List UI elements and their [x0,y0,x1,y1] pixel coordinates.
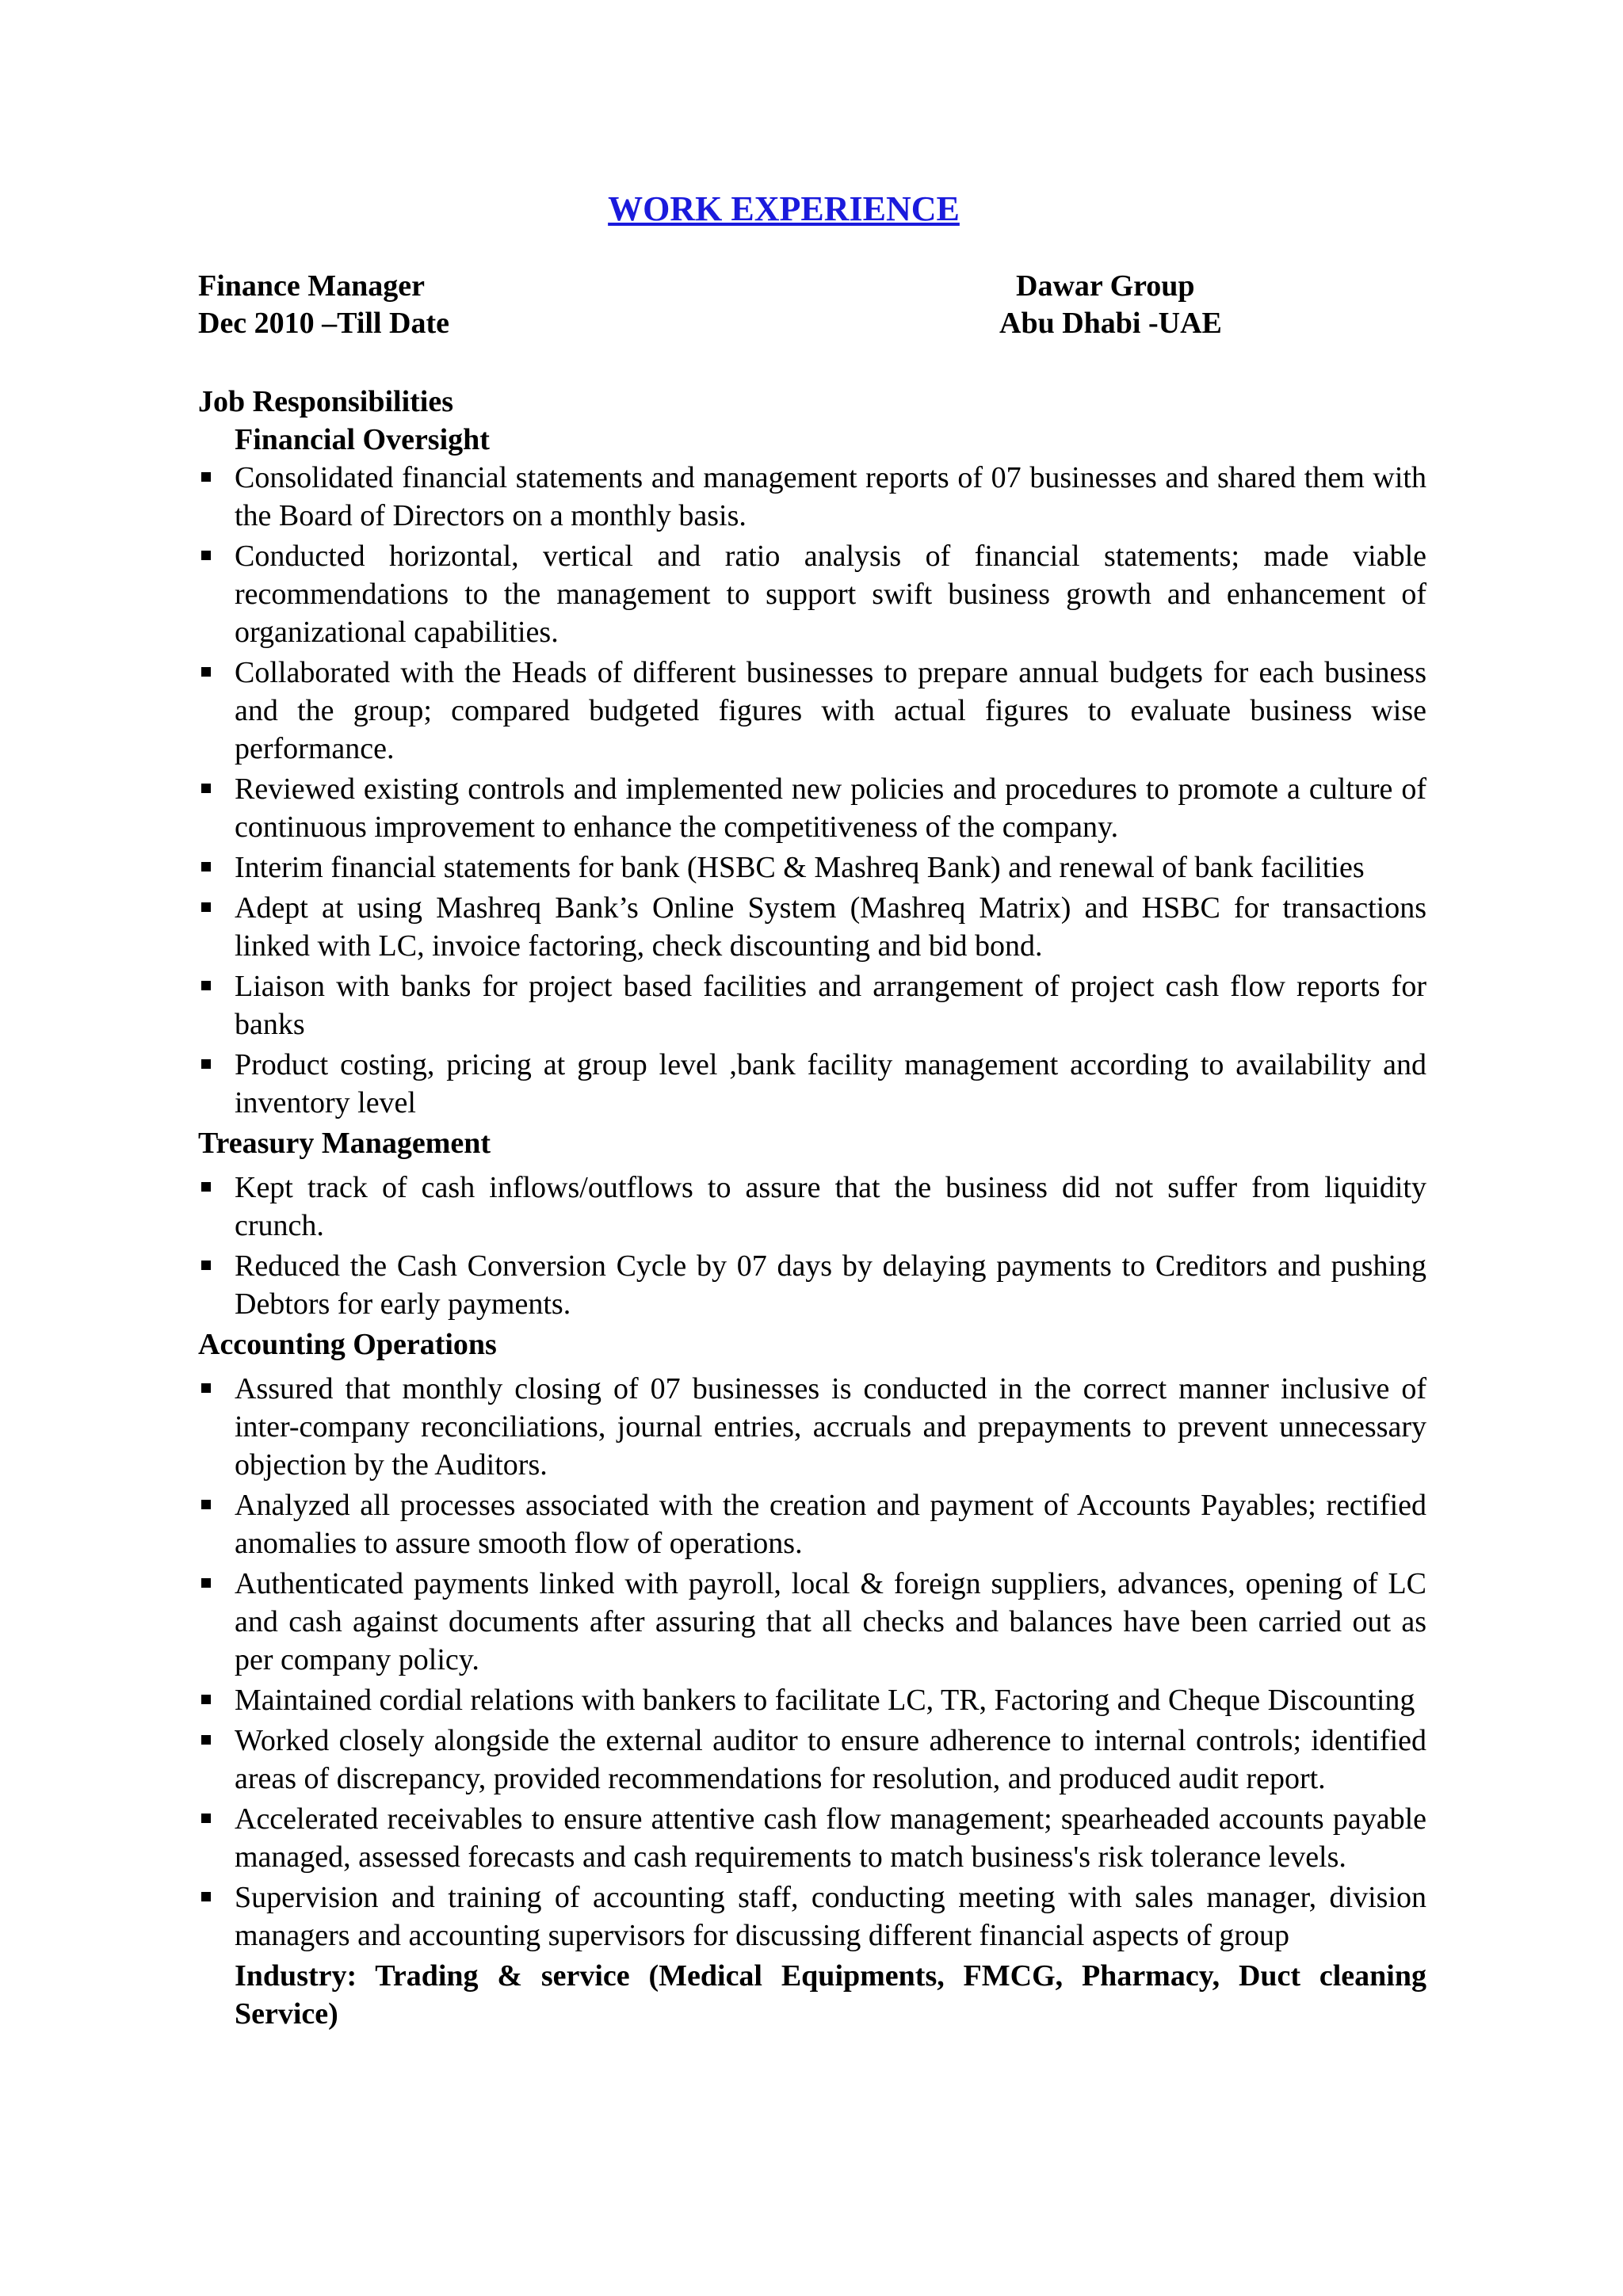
job-dates: Dec 2010 –Till Date [198,307,449,340]
bullet-icon [201,784,211,793]
bullet-icon [201,472,211,482]
list-item: Accelerated receivables to ensure attentive cash flow management; spearheaded accounts payable managed, assessed forecasts and cash requirements to match business's risk tolerance levels. [198,1800,1426,1876]
bullet-icon [201,1578,211,1588]
list-item: Assured that monthly closing of 07 businesses is conducted in the correct manner inclusive of inter-company reconciliations, journal entries, accruals and prepayments to prevent unnecessary objection by the Auditors. [198,1370,1426,1484]
bullet-icon [201,1814,211,1823]
list-item: Product costing, pricing at group level ,bank facility management according to availability and inventory level [198,1046,1426,1122]
financial-oversight-list [198,459,1426,1122]
industry-line: Industry: Trading & service (Medical Equipments, FMCG, Pharmacy, Duct cleaning Service) [235,1959,1426,2031]
list-item: Reduced the Cash Conversion Cycle by 07 days by delaying payments to Creditors and pushing Debtors for early payments. [198,1247,1426,1323]
job-position: Finance Manager [198,269,426,303]
list-item: Interim financial statements for bank (HSBC & Mashreq Bank) and renewal of bank facilities [198,849,1426,887]
list-item: Kept track of cash inflows/outflows to assure that the business did not suffer from liquidity crunch. [198,1169,1426,1245]
bullet-icon [201,1695,211,1704]
list-item: Collaborated with the Heads of different businesses to prepare annual budgets for each business and the group; compared budgeted figures with actual figures to evaluate business wise performance. [198,654,1426,768]
company-name: Dawar Group [1016,269,1195,303]
responsibilities-block [198,383,1426,2033]
section-heading-accounting-operations: Accounting Operations [198,1328,497,1361]
list-item: Maintained cordial relations with bankers to facilitate LC, TR, Factoring and Cheque Discounting [198,1681,1426,1719]
bullet-icon [201,1892,211,1901]
bullet-icon [201,667,211,677]
bullet-icon [201,1735,211,1745]
list-item: Analyzed all processes associated with the creation and payment of Accounts Payables; rectified anomalies to assure smooth flow of operations. [198,1486,1426,1562]
list-item: Authenticated payments linked with payroll, local & foreign suppliers, advances, opening of LC and cash against documents after assuring that all checks and balances have been carried out as per company policy. [198,1565,1426,1679]
list-item: Worked closely alongside the external auditor to ensure adherence to internal controls; identified areas of discrepancy, provided recommendations for resolution, and produced audit report. [198,1722,1426,1798]
bullet-icon [201,1059,211,1069]
page-title: WORK EXPERIENCE [608,189,960,228]
list-item: Liaison with banks for project based facilities and arrangement of project cash flow reports for banks [198,967,1426,1043]
responsibilities-heading: Job Responsibilities [198,385,454,418]
section-heading-treasury-management: Treasury Management [198,1127,491,1160]
bullet-icon [201,902,211,912]
treasury-management-list [198,1169,1426,1323]
list-item: Conducted horizontal, vertical and ratio analysis of financial statements; made viable recommendations to the management to support swift business growth and enhancement of organizational capabilities. [198,537,1426,651]
bullet-icon [201,1261,211,1270]
bullet-icon [201,1500,211,1509]
bullet-icon [201,981,211,990]
bullet-icon [201,862,211,871]
list-item: Reviewed existing controls and implemented new policies and procedures to promote a culture of continuous improvement to enhance the competitiveness of the company. [198,770,1426,846]
list-item: Supervision and training of accounting staff, conducting meeting with sales manager, division managers and accounting supervisors for discussing different financial aspects of group [198,1878,1426,1955]
accounting-operations-list [198,1370,1426,1955]
bullet-icon [201,1383,211,1393]
bullet-icon [201,1182,211,1192]
list-item: Consolidated financial statements and management reports of 07 businesses and shared them with the Board of Directors on a monthly basis. [198,459,1426,535]
bullet-icon [201,551,211,560]
section-heading-financial-oversight: Financial Oversight [235,423,490,456]
list-item: Adept at using Mashreq Bank’s Online System (Mashreq Matrix) and HSBC for transactions linked with LC, invoice factoring, check discounting and bid bond. [198,889,1426,965]
job-location: Abu Dhabi -UAE [999,307,1222,340]
